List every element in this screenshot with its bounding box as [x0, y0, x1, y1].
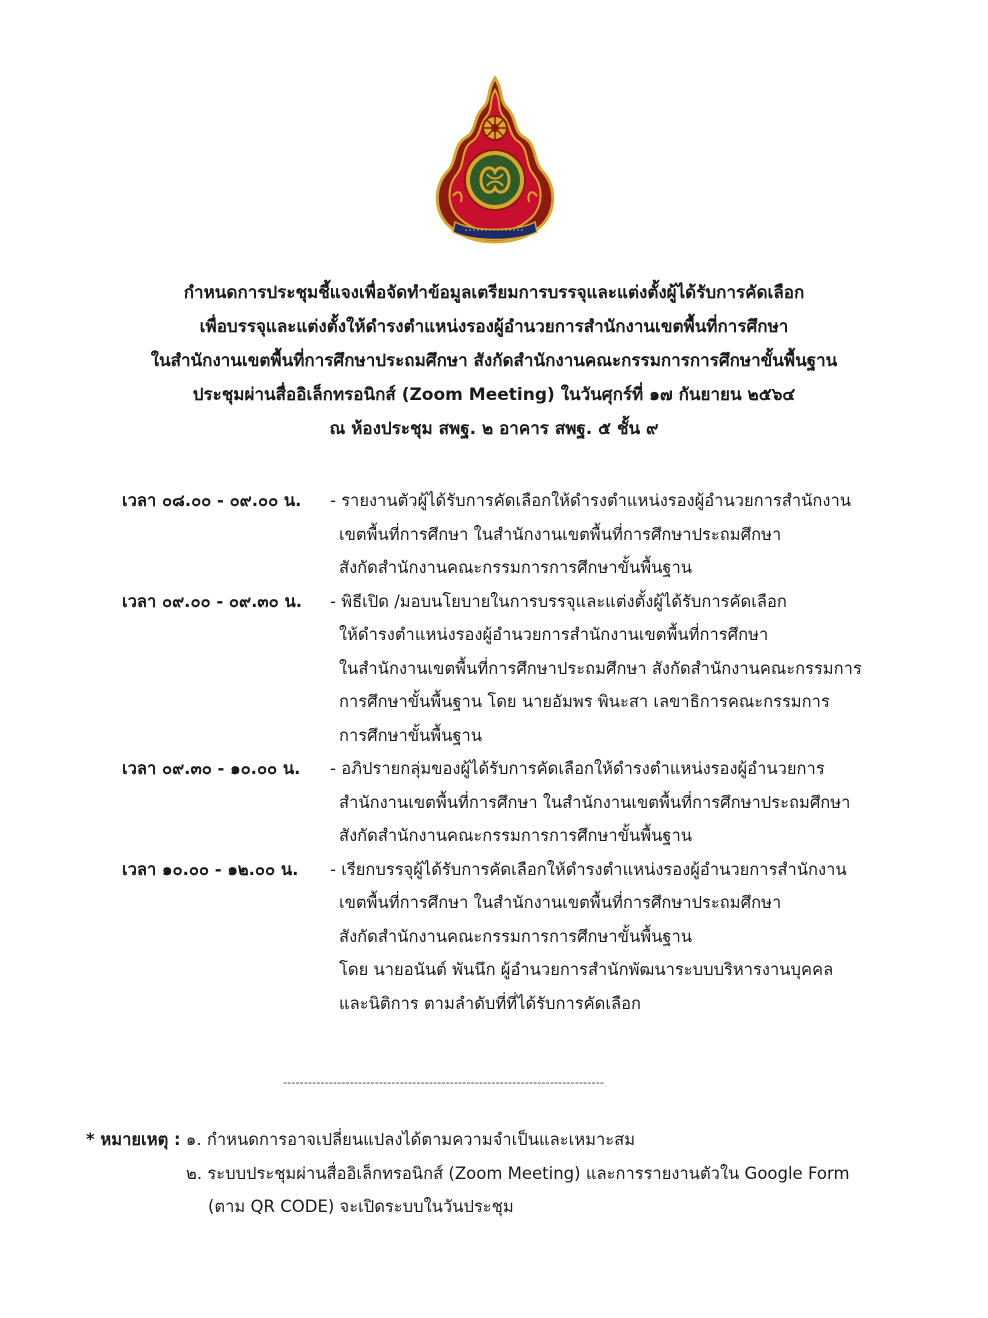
- schedule-item: [0, 484, 988, 585]
- schedule-line: - เรียกบรรจุผู้ได้รับการคัดเลือกให้ดำรงตำแหน่งรองผู้อำนวยการสำนักงาน: [330, 859, 847, 879]
- schedule-line: การศึกษาขั้นพื้นฐาน โดย นายอัมพร พินะสา เลขาธิการคณะกรรมการ: [339, 692, 830, 711]
- dashed-divider: -----------------------------------------------------------------------------: [283, 1076, 605, 1089]
- note-label: * หมายเหตุ :: [86, 1130, 181, 1149]
- schedule-time: เวลา ๐๘.๐๐ - ๐๙.๐๐ น.: [122, 491, 302, 510]
- schedule-description: [330, 853, 890, 1021]
- schedule-line: สำนักงานเขตพื้นที่การศึกษา ในสำนักงานเขตพื้นที่การศึกษาประถมศึกษา: [339, 792, 851, 812]
- title-line-1: กำหนดการประชุมชี้แจงเพื่อจัดทำข้อมูลเตรียมการบรรจุและแต่งตั้งผู้ได้รับการคัดเลือก: [183, 283, 805, 303]
- schedule-line: ให้ดำรงตำแหน่งรองผู้อำนวยการสำนักงานเขตพื้นที่การศึกษา: [339, 625, 769, 644]
- schedule-time: เวลา ๐๙.๓๐ - ๑๐.๐๐ น.: [122, 759, 301, 778]
- schedule-line: เขตพื้นที่การศึกษา ในสำนักงานเขตพื้นที่การศึกษาประถมศึกษา: [339, 524, 782, 544]
- schedule-item: [0, 853, 988, 1021]
- notes-section: [86, 1123, 946, 1224]
- note-row-2: ๒. ระบบประชุมผ่านสื่ออิเล็กทรอนิกส์ (Zoom Meeting) และการรายงานตัวใน Google Form: [186, 1163, 850, 1183]
- schedule-line: สังกัดสำนักงานคณะกรรมการการศึกษาขั้นพื้นฐาน: [339, 558, 693, 577]
- schedule-item: [0, 585, 988, 753]
- schedule-line: - พิธีเปิด /มอบนโยบายในการบรรจุและแต่งตั้งผู้ได้รับการคัดเลือก: [330, 591, 787, 611]
- title-line-3: ในสำนักงานเขตพื้นที่การศึกษาประถมศึกษา สังกัดสำนักงานคณะกรรมการการศึกษาขั้นพื้นฐาน: [150, 351, 838, 371]
- schedule-line: โดย นายอนันต์ พันนึก ผู้อำนวยการสำนักพัฒนาระบบบริหารงานบุคคล: [339, 960, 834, 979]
- schedule-item: [0, 752, 988, 853]
- title-line-4: ประชุมผ่านสื่ออิเล็กทรอนิกส์ (Zoom Meeting) ในวันศุกร์ที่ ๑๗ กันยายน ๒๕๖๔: [192, 385, 796, 405]
- schedule-line: ในสำนักงานเขตพื้นที่การศึกษาประถมศึกษา สังกัดสำนักงานคณะกรรมการ: [339, 658, 862, 678]
- note-row-1: [86, 1123, 946, 1157]
- note-row-3: (ตาม QR CODE) จะเปิดระบบในวันประชุม: [208, 1197, 514, 1216]
- title-line-5: ณ ห้องประชุม สพฐ. ๒ อาคาร สพฐ. ๕ ชั้น ๙: [329, 419, 659, 439]
- schedule-line: การศึกษาขั้นพื้นฐาน: [339, 725, 483, 745]
- schedule-line: เขตพื้นที่การศึกษา ในสำนักงานเขตพื้นที่การศึกษาประถมศึกษา: [339, 893, 782, 912]
- schedule-description: [330, 484, 890, 585]
- schedule-line: และนิติการ ตามลำดับที่ที่ได้รับการคัดเลือก: [339, 993, 642, 1013]
- title-line-2: เพื่อบรรจุและแต่งตั้งให้ดำรงตำแหน่งรองผู้อำนวยการสำนักงานเขตพื้นที่การศึกษา: [199, 317, 789, 337]
- schedule-line: สังกัดสำนักงานคณะกรรมการการศึกษาขั้นพื้นฐาน: [339, 926, 693, 946]
- schedule-time: เวลา ๑๐.๐๐ - ๑๒.๐๐ น.: [122, 859, 299, 879]
- schedule-time: เวลา ๐๙.๐๐ - ๐๙.๓๐ น.: [122, 591, 302, 611]
- schedule-line: - รายงานตัวผู้ได้รับการคัดเลือกให้ดำรงตำแหน่งรองผู้อำนวยการสำนักงาน: [330, 491, 851, 510]
- schedule-description: [330, 752, 890, 853]
- schedule-line: สังกัดสำนักงานคณะกรรมการการศึกษาขั้นพื้นฐาน: [339, 826, 693, 845]
- schedule-description: [330, 585, 890, 753]
- obec-emblem-icon: [433, 76, 557, 244]
- schedule-list: [0, 484, 988, 1020]
- title-block: [40, 276, 948, 446]
- schedule-line: - อภิปรายกลุ่มของผู้ได้รับการคัดเลือกให้ดำรงตำแหน่งรองผู้อำนวยการ: [330, 759, 825, 778]
- note-item-1: ๑. กำหนดการอาจเปลี่ยนแปลงได้ตามความจำเป็นและเหมาะสม: [185, 1130, 636, 1149]
